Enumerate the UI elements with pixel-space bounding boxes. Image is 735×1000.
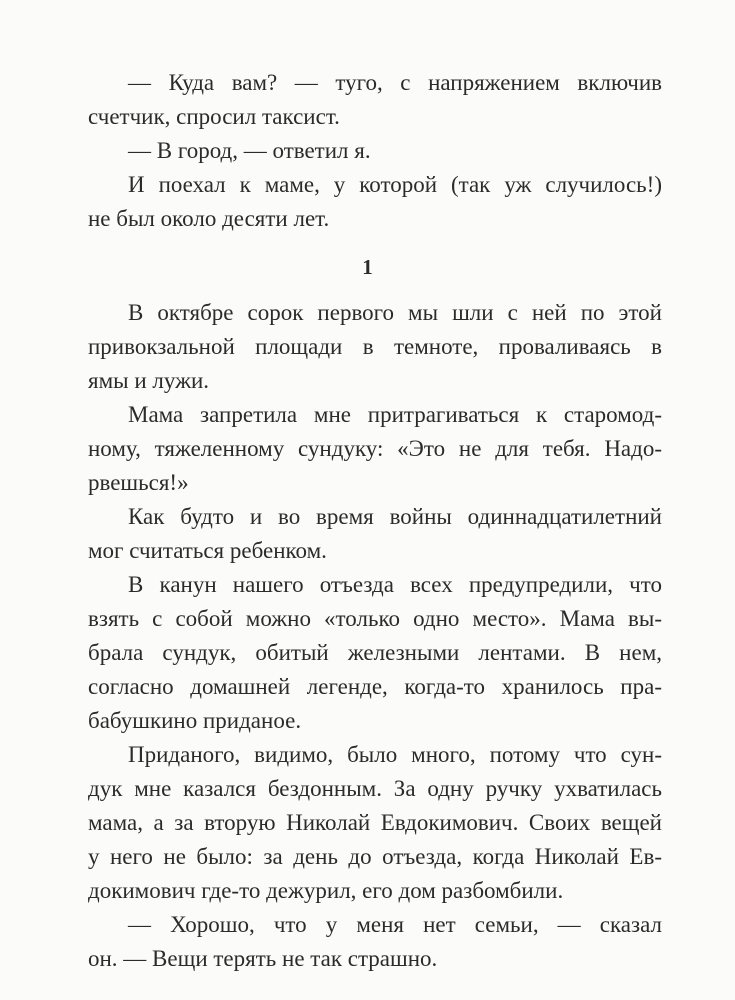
text-line: — В город, — ответил я. [128, 138, 371, 163]
text-line: В октябре сорок первого мы шли с ней по этой [128, 300, 662, 325]
text-line: согласно домашней легенде, когда-то хранилось пра- [88, 674, 662, 699]
text-line: Как будто и во время войны одиннадцатилетний [128, 504, 662, 529]
text-line: мама, а за вторую Николай Евдокимович. Своих вещей [88, 810, 662, 835]
text-line: он. — Вещи терять не так страшно. [88, 946, 438, 971]
text-line: не был около десяти лет. [88, 206, 330, 231]
text-line: Приданого, видимо, было много, потому что сун- [128, 742, 662, 767]
text-line: мог считаться ребенком. [88, 538, 327, 563]
text-line: И поехал к маме, у которой (так уж случилось!) [128, 172, 662, 197]
text-line: докимович где-то дежурил, его дом разбомбили. [88, 878, 564, 903]
text-line: привокзальной площади в темноте, проваливаясь в [88, 334, 662, 359]
text-line: — Куда вам? — туго, с напряжением включив [128, 70, 662, 95]
text-line: брала сундук, обитый железными лентами. В нем, [88, 640, 662, 665]
text-line: у него не было: за день до отъезда, когда Николай Ев- [88, 844, 662, 869]
text-line: В канун нашего отъезда всех предупредили, что [128, 572, 662, 597]
chapter-heading: 1 [362, 255, 373, 279]
text-line: взять с собой можно «только одно место». Мама вы- [88, 606, 662, 631]
text-line: счетчик, спросил таксист. [88, 104, 340, 129]
text-line: — Хорошо, что у меня нет семьи, — сказал [128, 912, 662, 937]
text-line: бабушкино приданое. [88, 708, 302, 733]
text-line: ному, тяжеленному сундуку: «Это не для тебя. Надо- [88, 436, 662, 461]
text-line: рвешься!» [88, 470, 189, 495]
text-line: Мама запретила мне притрагиваться к старомод- [128, 402, 662, 427]
text-line: ямы и лужи. [88, 368, 210, 393]
text-line: дук мне казался бездонным. За одну ручку ухватилась [88, 776, 662, 801]
